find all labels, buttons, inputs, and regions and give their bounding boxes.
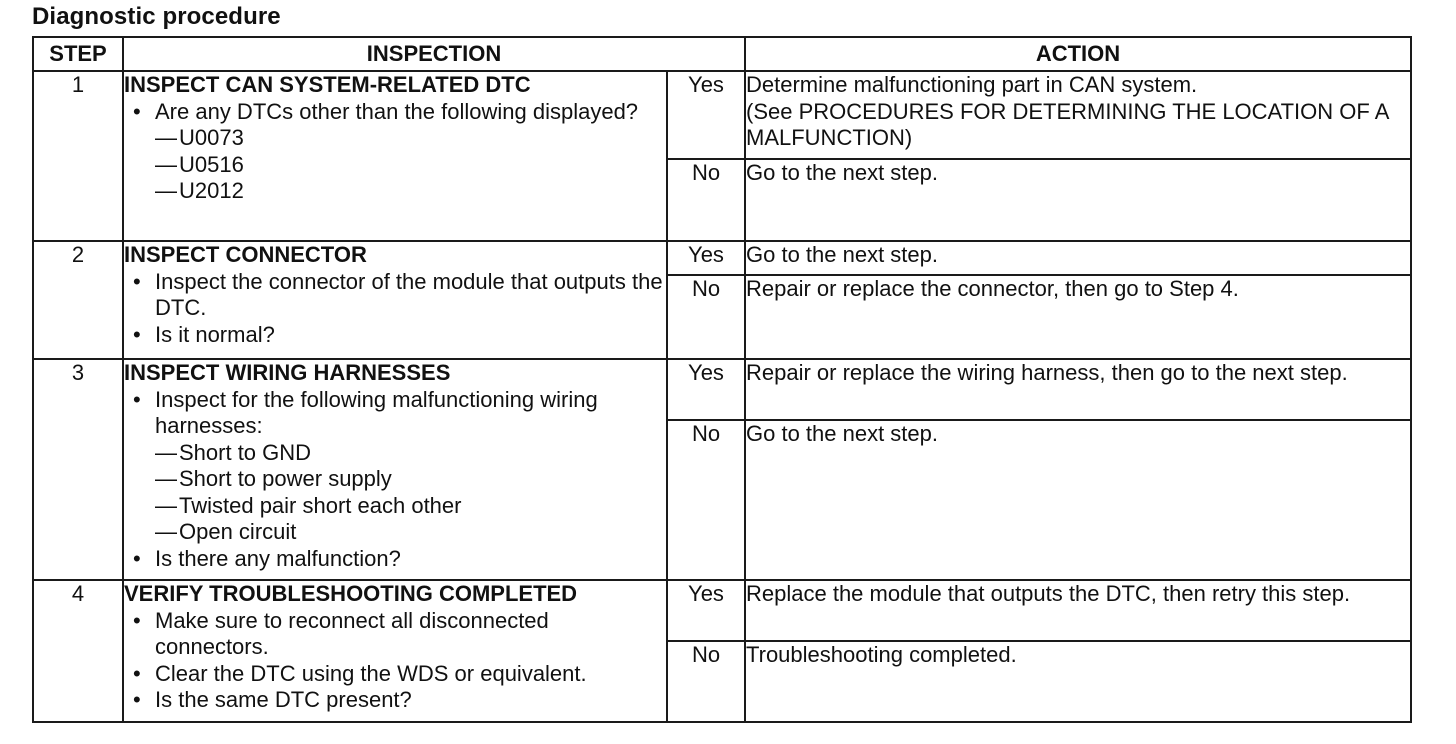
no-action: Repair or replace the connector, then go to Step 4.	[745, 275, 1411, 359]
sub-list	[155, 440, 666, 546]
bullet-item: • Is there any malfunction?	[124, 546, 666, 573]
no-action: Troubleshooting completed.	[745, 641, 1411, 722]
bullet-text: Inspect for the following malfunctioning wiring harnesses:	[155, 386, 598, 438]
sub-item: — Open circuit	[155, 519, 666, 546]
bullet-item: • Is it normal?	[124, 322, 666, 349]
no-action: Go to the next step.	[745, 420, 1411, 580]
inspection-cell	[123, 580, 667, 722]
bullet-item: • Inspect the connector of the module that outputs the DTC.	[124, 269, 666, 322]
step-number: 1	[33, 71, 123, 241]
step-number: 3	[33, 359, 123, 580]
inspection-title: INSPECT CONNECTOR	[124, 242, 367, 267]
yes-action-text: Determine malfunctioning part in CAN system. (See PROCEDURES FOR DETERMINING THE LOCATION OF A MALFUNCTION)	[746, 72, 1389, 150]
yes-label: Yes	[667, 359, 745, 420]
sub-item: — U0073	[155, 125, 666, 152]
sub-item: — U0516	[155, 152, 666, 179]
no-action: Go to the next step.	[745, 159, 1411, 241]
no-label: No	[667, 275, 745, 359]
sub-list	[155, 125, 666, 205]
step-number: 2	[33, 241, 123, 359]
inspection-bullets	[124, 99, 666, 205]
no-label: No	[667, 641, 745, 722]
table-header-row	[33, 37, 1411, 71]
table-row	[33, 359, 1411, 420]
header-inspection: INSPECTION	[123, 37, 745, 71]
bullet-item: • Make sure to reconnect all disconnected connectors.	[124, 608, 666, 661]
inspection-cell	[123, 241, 667, 359]
diagnostic-procedure-table	[32, 36, 1412, 723]
inspection-title: INSPECT WIRING HARNESSES	[124, 360, 451, 385]
bullet-item	[124, 99, 666, 205]
yes-action: Repair or replace the wiring harness, then go to the next step.	[745, 359, 1411, 420]
sub-item: — Twisted pair short each other	[155, 493, 666, 520]
inspection-title: VERIFY TROUBLESHOOTING COMPLETED	[124, 581, 578, 606]
inspection-title: INSPECT CAN SYSTEM-RELATED DTC	[124, 72, 531, 97]
bullet-item: • Clear the DTC using the WDS or equivalent.	[124, 661, 666, 688]
header-step: STEP	[33, 37, 123, 71]
inspection-bullets	[124, 608, 666, 714]
table-row	[33, 71, 1411, 159]
no-label: No	[667, 159, 745, 241]
inspection-cell	[123, 71, 667, 241]
yes-action: Replace the module that outputs the DTC, then retry this step.	[745, 580, 1411, 641]
table-row	[33, 580, 1411, 641]
header-action: ACTION	[745, 37, 1411, 71]
bullet-item: • Is the same DTC present?	[124, 687, 666, 714]
table-row	[33, 241, 1411, 275]
bullet-text: Are any DTCs other than the following displayed?	[155, 98, 639, 124]
inspection-bullets	[124, 387, 666, 573]
page-title: Diagnostic procedure	[32, 3, 281, 30]
sub-item: — Short to GND	[155, 440, 666, 467]
yes-action: Go to the next step.	[745, 241, 1411, 275]
sub-item: — Short to power supply	[155, 466, 666, 493]
step-number: 4	[33, 580, 123, 722]
sub-item: — U2012	[155, 178, 666, 205]
yes-label: Yes	[667, 241, 745, 275]
yes-label: Yes	[667, 580, 745, 641]
table-body	[33, 71, 1411, 722]
inspection-cell	[123, 359, 667, 580]
yes-label: Yes	[667, 71, 745, 159]
yes-action	[745, 71, 1411, 159]
inspection-bullets	[124, 269, 666, 349]
no-label: No	[667, 420, 745, 580]
bullet-item	[124, 387, 666, 546]
